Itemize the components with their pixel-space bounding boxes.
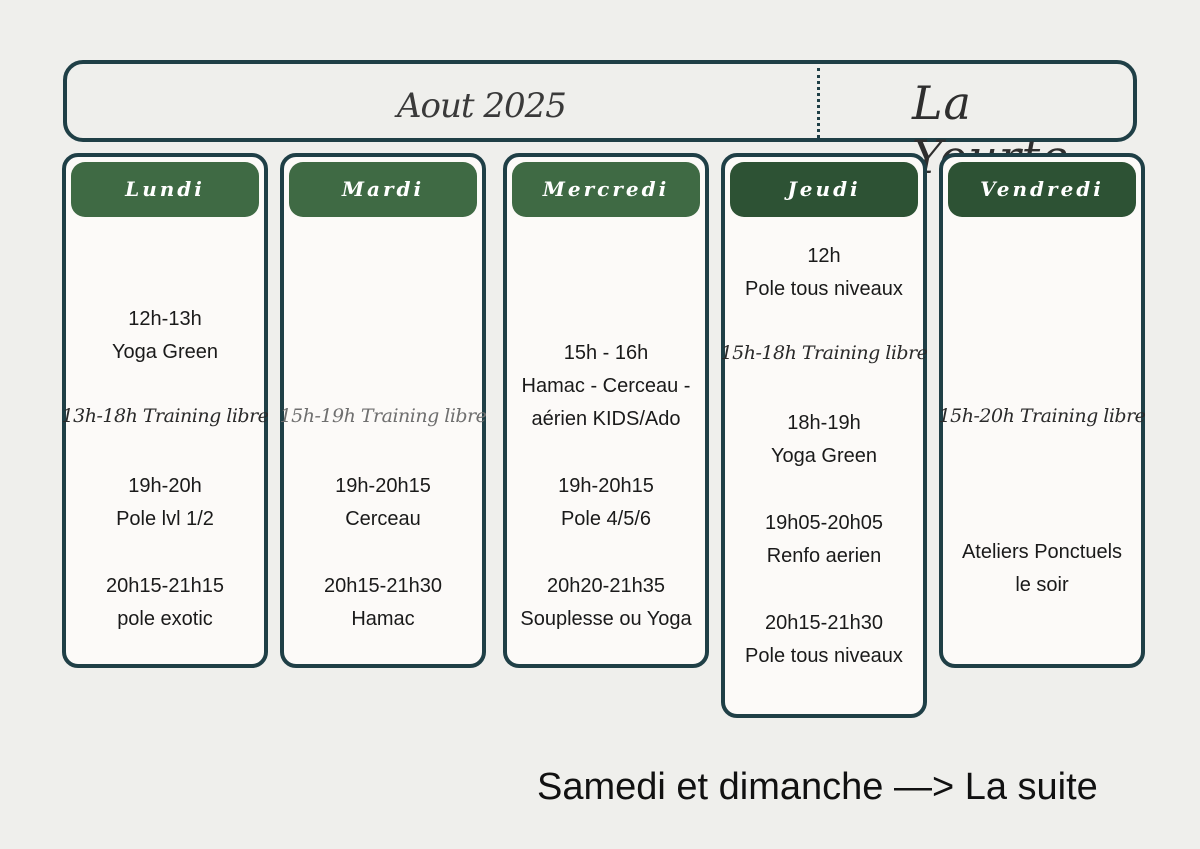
slot-time: 20h15-21h30	[324, 575, 442, 597]
month-title: Aout 2025	[397, 86, 566, 126]
slot-class: pole exotic	[117, 608, 213, 630]
slot-class: Pole tous niveaux	[745, 278, 903, 300]
training-libre-text: 13h-18h Training libre	[61, 405, 269, 427]
class-slot	[507, 337, 705, 436]
day-header-vendredi: Vendredi	[948, 162, 1136, 217]
schedule-header	[63, 60, 1137, 142]
slot-class: Pole 4/5/6	[560, 508, 652, 530]
class-slot	[725, 407, 923, 473]
slot-time: 20h15-21h30	[765, 612, 883, 634]
slot-time: 19h-20h15	[335, 475, 431, 497]
workshop-note	[943, 536, 1141, 602]
slot-time: 19h-20h15	[558, 475, 654, 497]
slot-class: Yoga Green	[111, 341, 218, 363]
slot-class: Cerceau	[345, 508, 421, 530]
training-libre-text: 15h-18h Training libre	[720, 342, 928, 364]
class-slot	[284, 570, 482, 636]
slot-time: 20h15-21h15	[106, 575, 224, 597]
class-slot	[284, 470, 482, 536]
day-header-jeudi: Jeudi	[730, 162, 918, 217]
training-libre-text: 15h-20h Training libre	[938, 405, 1146, 427]
slot-class: Yoga Green	[770, 445, 877, 467]
day-card-lundi	[62, 153, 268, 668]
class-slot	[66, 570, 264, 636]
slot-time: 20h20-21h35	[547, 575, 665, 597]
day-header-lundi: Lundi	[71, 162, 259, 217]
day-card-vendredi	[939, 153, 1145, 668]
day-header-mercredi: Mercredi	[512, 162, 700, 217]
slot-time: 12h	[807, 245, 841, 267]
slot-time: 15h - 16h	[563, 342, 649, 364]
slot-class: Renfo aerien	[766, 545, 882, 567]
slot-class: Souplesse ou Yoga	[520, 608, 692, 630]
day-header-mardi: Mardi	[289, 162, 477, 217]
slot-class: Pole lvl 1/2	[116, 508, 214, 530]
class-slot	[507, 470, 705, 536]
day-card-mardi	[280, 153, 486, 668]
slot-time: 19h05-20h05	[765, 512, 883, 534]
slot-time: 12h-13h	[128, 308, 202, 330]
note-line: le soir	[1015, 574, 1069, 596]
class-slot	[66, 303, 264, 369]
weekend-note: Samedi et dimanche —> La suite	[537, 766, 1098, 808]
class-slot	[66, 470, 264, 536]
header-divider	[817, 68, 820, 138]
class-slot	[507, 570, 705, 636]
slot-class: aérien KIDS/Ado	[531, 408, 681, 430]
class-slot	[725, 607, 923, 673]
slot-class: Hamac - Cerceau -	[521, 375, 691, 397]
slot-class: Pole tous niveaux	[745, 645, 903, 667]
training-libre-text: 15h-19h Training libre	[279, 405, 487, 427]
slot-time: 19h-20h	[128, 475, 202, 497]
venue-title: La	[912, 76, 972, 130]
slot-time: 18h-19h	[787, 412, 861, 434]
class-slot	[725, 507, 923, 573]
class-slot	[725, 240, 923, 306]
day-card-jeudi	[721, 153, 927, 718]
note-line: Ateliers Ponctuels	[961, 541, 1123, 563]
day-card-mercredi	[503, 153, 709, 668]
slot-class: Hamac	[351, 608, 415, 630]
